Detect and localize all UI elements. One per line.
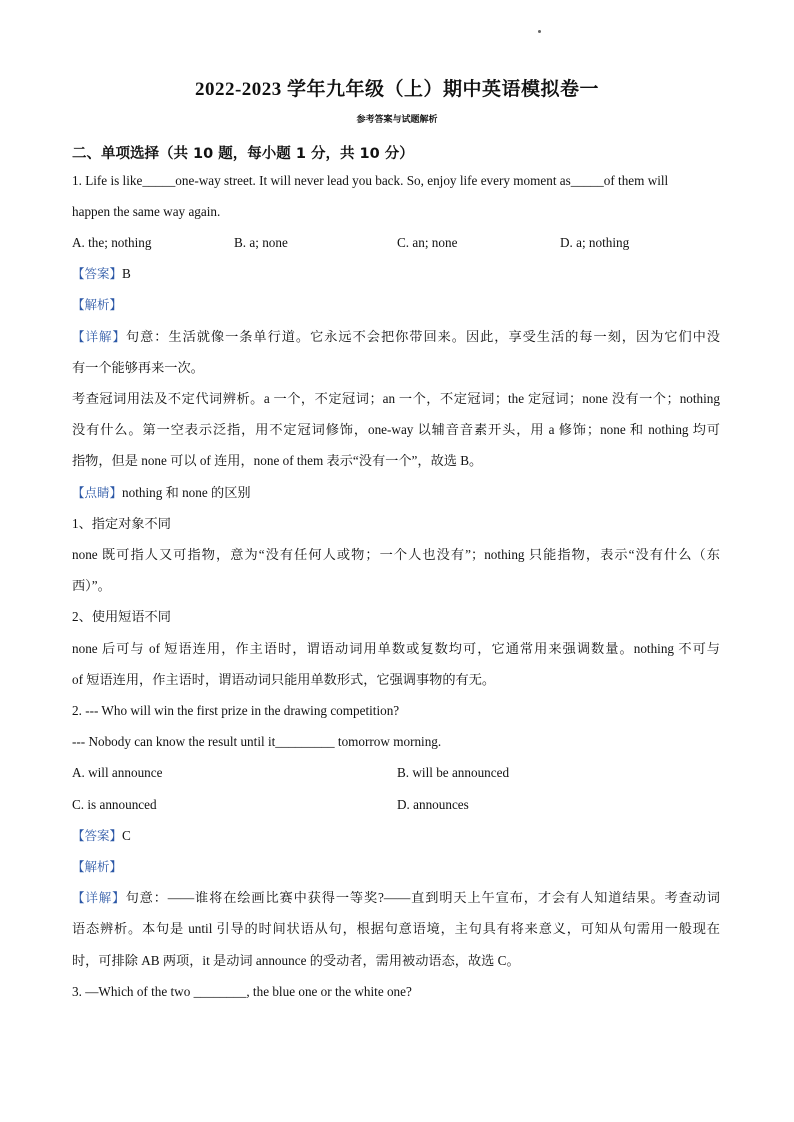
q1-option-b: B. a; none bbox=[234, 235, 288, 250]
q1-stem-line-1: 1. Life is like_____one-way street. It will never lead you back. So, enjoy life every moment as_____of them will bbox=[72, 173, 669, 188]
q2-option-b: B. will be announced bbox=[397, 765, 510, 780]
analysis-tag: 【解析】 bbox=[72, 297, 123, 312]
q2-detail-line-1: 【详解】句意：——谁将在绘画比赛中获得一等奖?——直到明天上午宣布，才会有人知道结果。考查动词 bbox=[72, 890, 720, 905]
speck-mark bbox=[538, 30, 541, 33]
q1-answer-value: B bbox=[122, 266, 131, 281]
page-subtitle: 参考答案与试题解析 bbox=[356, 115, 438, 125]
q1-analysis bbox=[72, 296, 122, 314]
q1-detail-line-5: 指物，但是 none 可以 of 连用，none of them 表示“没有一个”，故选 B。 bbox=[72, 453, 483, 468]
q1-point-line-1: 1、指定对象不同 bbox=[72, 516, 171, 531]
q1-point-heading: 【点睛】nothing 和 none 的区别 bbox=[72, 485, 251, 500]
q1-point-line-3: 西）”。 bbox=[72, 578, 111, 593]
q1-detail-line-4: 没有什么。第一空表示泛指，用不定冠词修饰，one-way 以辅音音素开头，用 a 修饰；none 和 nothing 均可 bbox=[72, 422, 720, 437]
q1-detail-line-1: 【详解】句意：生活就像一条单行道。它永远不会把你带回来。因此，享受生活的每一刻，因为它们中没 bbox=[72, 329, 720, 344]
q1-option-d: D. a; nothing bbox=[560, 235, 630, 250]
q1-point-line-2: none 既可指人又可指物，意为“没有任何人或物；一个人也没有”；nothing 只能指物，表示“没有什么（东 bbox=[72, 547, 720, 562]
q2-option-c: C. is announced bbox=[72, 797, 157, 812]
q2-analysis bbox=[72, 858, 122, 876]
q2-stem-line-2: --- Nobody can know the result until it_________ tomorrow morning. bbox=[72, 734, 442, 749]
q1-point-line-6: of 短语连用，作主语时，谓语动词只能用单数形式，它强调事物的有无。 bbox=[72, 672, 496, 687]
point-tag: 【点睛】 bbox=[72, 485, 123, 500]
analysis-tag: 【解析】 bbox=[72, 859, 123, 874]
q3-stem-line-1: 3. —Which of the two ________, the blue one or the white one? bbox=[72, 984, 412, 999]
q1-detail-line-2: 有一个能够再来一次。 bbox=[72, 360, 204, 375]
detail-tag: 【详解】 bbox=[72, 890, 126, 905]
section-heading: 二、单项选择（共 10 题，每小题 1 分，共 10 分） bbox=[72, 146, 414, 162]
q1-detail-line-3: 考查冠词用法及不定代词辨析。a 一个，不定冠词；an 一个，不定冠词；the 定冠词；none 没有一个；nothing bbox=[72, 391, 720, 406]
q2-answer bbox=[72, 827, 131, 845]
q1-point-line-4: 2、使用短语不同 bbox=[72, 609, 171, 624]
q1-stem-line-2: happen the same way again. bbox=[72, 204, 221, 219]
q2-stem-line-1: 2. --- Who will win the first prize in the drawing competition? bbox=[72, 703, 400, 718]
page-title: 2022-2023 学年九年级（上）期中英语模拟卷一 bbox=[194, 79, 600, 100]
q1-option-a: A. the; nothing bbox=[72, 235, 152, 250]
q2-detail-line-2: 语态辨析。本句是 until 引导的时间状语从句，根据句意语境，主句具有将来意义，可知从句需用一般现在 bbox=[72, 921, 720, 936]
q2-answer-value: C bbox=[122, 828, 131, 843]
q1-point-line-5: none 后可与 of 短语连用，作主语时，谓语动词用单数或复数均可，它通常用来强调数量。nothing 不可与 bbox=[72, 641, 720, 656]
detail-tag: 【详解】 bbox=[72, 329, 126, 344]
q2-detail-line-3: 时，可排除 AB 两项，it 是动词 announce 的受动者，需用被动语态，故选 C。 bbox=[72, 953, 520, 968]
q1-option-c: C. an; none bbox=[397, 235, 458, 250]
answer-tag: 【答案】 bbox=[72, 266, 123, 281]
q2-option-d: D. announces bbox=[397, 797, 469, 812]
q1-answer bbox=[72, 265, 131, 283]
q2-option-a: A. will announce bbox=[72, 765, 163, 780]
answer-tag: 【答案】 bbox=[72, 828, 123, 843]
